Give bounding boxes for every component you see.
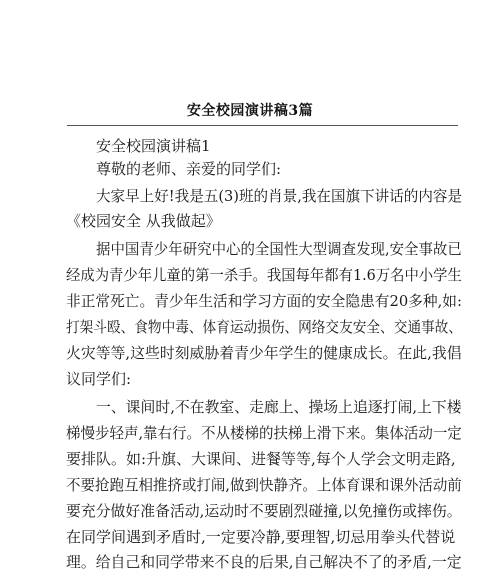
body-line: 梯慢步轻声,靠右行。不从楼梯的扶梯上滑下来。集体活动一定 bbox=[66, 424, 462, 442]
body-line: 议同学们: bbox=[66, 370, 132, 388]
body-line: 非正常死亡。青少年生活和学习方面的安全隐患有20多种,如: bbox=[66, 292, 462, 310]
salutation: 尊敬的老师、亲爱的同学们: bbox=[96, 160, 282, 178]
body-line: 大家早上好!我是五(3)班的肖景,我在国旗下讲话的内容是 bbox=[96, 187, 463, 205]
body-line: 要排队。如:升旗、大课间、进餐等等,每个人学会文明走路, bbox=[66, 450, 456, 468]
body-line: 一、课间时,不在教室、走廊上、操场上追逐打闹,上下楼 bbox=[96, 398, 462, 416]
section-heading: 安全校园演讲稿1 bbox=[96, 137, 211, 155]
body-line: 打架斗殴、食物中毒、体育运动损伤、网络交友安全、交通事故、 bbox=[66, 318, 462, 336]
body-line: 《校园安全 从我做起》 bbox=[66, 212, 221, 230]
document-title: 安全校园演讲稿3篇 bbox=[186, 103, 314, 119]
body-line: 经成为青少年儿童的第一杀手。我国每年都有1.6万名中小学生 bbox=[66, 266, 462, 284]
body-line: 理。给自己和同学带来不良的后果,自己解决不了的矛盾,一定 bbox=[66, 553, 462, 571]
body-line: 据中国青少年研究中心的全国性大型调查发现,安全事故已 bbox=[96, 240, 462, 258]
body-line: 在同学间遇到矛盾时,一定要冷静,要理智,切忌用拳头代替说 bbox=[66, 528, 456, 546]
body-line: 要充分做好准备活动,运动时不要剧烈碰撞,以免撞伤或摔伤。 bbox=[66, 502, 462, 520]
title-divider bbox=[67, 125, 458, 126]
body-line: 火灾等等,这些时刻威胁着青少年学生的健康成长。在此,我倡 bbox=[66, 344, 462, 362]
body-line: 不要抢跑互相推挤或打闹,做到快静齐。上体育课和课外活动前 bbox=[66, 476, 462, 494]
